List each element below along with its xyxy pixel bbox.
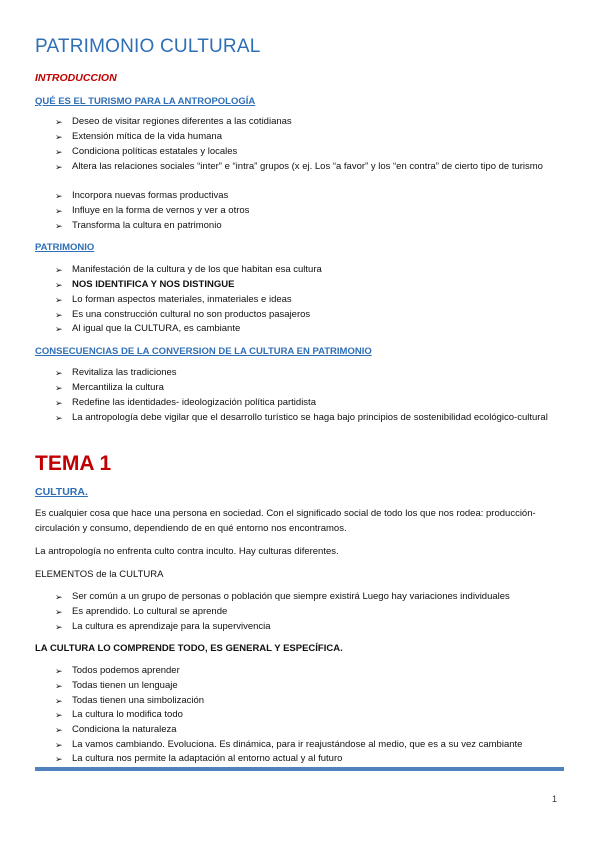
arrow-bullet-icon: ➢ bbox=[55, 754, 63, 764]
arrow-bullet-icon: ➢ bbox=[55, 696, 63, 706]
list-item: ➢ Es una construcción cultural no son productos pasajeros bbox=[55, 308, 555, 323]
section-heading-patrimonio: PATRIMONIO bbox=[35, 242, 95, 253]
document-title: PATRIMONIO CULTURAL bbox=[35, 36, 261, 57]
list-item: ➢ La cultura nos permite la adaptación al entorno actual y al futuro bbox=[55, 752, 555, 767]
list-item: ➢ Extensión mítica de la vida humana bbox=[55, 130, 555, 145]
list-item: ➢ Condiciona políticas estatales y locales bbox=[55, 145, 555, 160]
arrow-bullet-icon: ➢ bbox=[55, 206, 63, 216]
list-item: ➢ Deseo de visitar regiones diferentes a las cotidianas bbox=[55, 115, 555, 130]
intro-heading: INTRODUCCION bbox=[35, 72, 117, 84]
list-item: ➢ Manifestación de la cultura y de los que habitan esa cultura bbox=[55, 263, 555, 278]
list-item: ➢ Al igual que la CULTURA, es cambiante bbox=[55, 322, 555, 337]
list-item: ➢ La cultura lo modifica todo bbox=[55, 708, 555, 723]
list-item: ➢ Influye en la forma de vernos y ver a otros bbox=[55, 204, 555, 219]
arrow-bullet-icon: ➢ bbox=[55, 265, 63, 275]
list-item: ➢ Revitaliza las tradiciones bbox=[55, 366, 555, 381]
list-item: ➢ Condiciona la naturaleza bbox=[55, 723, 555, 738]
arrow-bullet-icon: ➢ bbox=[55, 310, 63, 320]
arrow-bullet-icon: ➢ bbox=[55, 324, 63, 334]
list-item: ➢ NOS IDENTIFICA Y NOS DISTINGUE bbox=[55, 278, 555, 293]
arrow-bullet-icon: ➢ bbox=[55, 398, 63, 408]
arrow-bullet-icon: ➢ bbox=[55, 413, 63, 423]
arrow-bullet-icon: ➢ bbox=[55, 666, 63, 676]
arrow-bullet-icon: ➢ bbox=[55, 191, 63, 201]
arrow-bullet-icon: ➢ bbox=[55, 740, 63, 750]
arrow-bullet-icon: ➢ bbox=[55, 725, 63, 735]
arrow-bullet-icon: ➢ bbox=[55, 681, 63, 691]
section-heading-cultura: CULTURA. bbox=[35, 486, 88, 498]
arrow-bullet-icon: ➢ bbox=[55, 622, 63, 632]
arrow-bullet-icon: ➢ bbox=[55, 368, 63, 378]
section-heading-consecuencias: CONSECUENCIAS DE LA CONVERSION DE LA CULTURA EN PATRIMONIO bbox=[35, 346, 372, 357]
arrow-bullet-icon: ➢ bbox=[55, 132, 63, 142]
arrow-bullet-icon: ➢ bbox=[55, 162, 63, 172]
list-item: ➢ Lo forman aspectos materiales, inmateriales e ideas bbox=[55, 293, 555, 308]
list-item: ➢ Altera las relaciones sociales “inter” e “intra” grupos (x ej. Los “a favor” y los “en contra” de cierto tipo de turismo bbox=[55, 160, 555, 175]
chapter-title: TEMA 1 bbox=[35, 452, 112, 475]
arrow-bullet-icon: ➢ bbox=[55, 117, 63, 127]
footer-rule bbox=[35, 767, 564, 771]
arrow-bullet-icon: ➢ bbox=[55, 710, 63, 720]
list-item: ➢ Ser común a un grupo de personas o población que siempre existirá Luego hay variaciones individuales bbox=[55, 590, 555, 605]
list-item: ➢ Mercantiliza la cultura bbox=[55, 381, 555, 396]
arrow-bullet-icon: ➢ bbox=[55, 147, 63, 157]
list-item: ➢ Todas tienen una simbolización bbox=[55, 694, 555, 709]
arrow-bullet-icon: ➢ bbox=[55, 383, 63, 393]
arrow-bullet-icon: ➢ bbox=[55, 280, 63, 290]
paragraph-definition: Es cualquier cosa que hace una persona en sociedad. Con el significado social de todo los que nos rodea: producción-circulación y consumo, dependiendo de en qué entorno nos encontramos. bbox=[35, 508, 536, 534]
section-heading-turismo: QUÉ ES EL TURISMO PARA LA ANTROPOLOGÍA bbox=[35, 96, 256, 107]
list-item: ➢ Incorpora nuevas formas productivas bbox=[55, 189, 555, 204]
elementos-heading: ELEMENTOS de la CULTURA bbox=[35, 569, 164, 580]
arrow-bullet-icon: ➢ bbox=[55, 592, 63, 602]
list-item: ➢ Transforma la cultura en patrimonio bbox=[55, 219, 555, 234]
arrow-bullet-icon: ➢ bbox=[55, 295, 63, 305]
list-item: ➢ Redefine las identidades- ideologización política partidista bbox=[55, 396, 555, 411]
list-item: ➢ Es aprendido. Lo cultural se aprende bbox=[55, 605, 555, 620]
arrow-bullet-icon: ➢ bbox=[55, 221, 63, 231]
page-number: 1 bbox=[552, 794, 558, 804]
arrow-bullet-icon: ➢ bbox=[55, 607, 63, 617]
list-item: ➢ La vamos cambiando. Evoluciona. Es dinámica, para ir reajustándose al medio, que es a su vez cambiante bbox=[55, 738, 555, 753]
list-item: ➢ La cultura es aprendizaje para la supervivencia bbox=[55, 620, 555, 635]
list-item: ➢ Todos podemos aprender bbox=[55, 664, 555, 679]
paragraph-culturas: La antropología no enfrenta culto contra inculto. Hay culturas diferentes. bbox=[35, 546, 339, 557]
comprende-heading: LA CULTURA LO COMPRENDE TODO, ES GENERAL Y ESPECÍFICA. bbox=[35, 643, 343, 654]
list-item: ➢ La antropología debe vigilar que el desarrollo turístico se haga bajo principios de sostenibilidad ecológico-cultural bbox=[55, 411, 555, 426]
list-item: ➢ Todas tienen un lenguaje bbox=[55, 679, 555, 694]
